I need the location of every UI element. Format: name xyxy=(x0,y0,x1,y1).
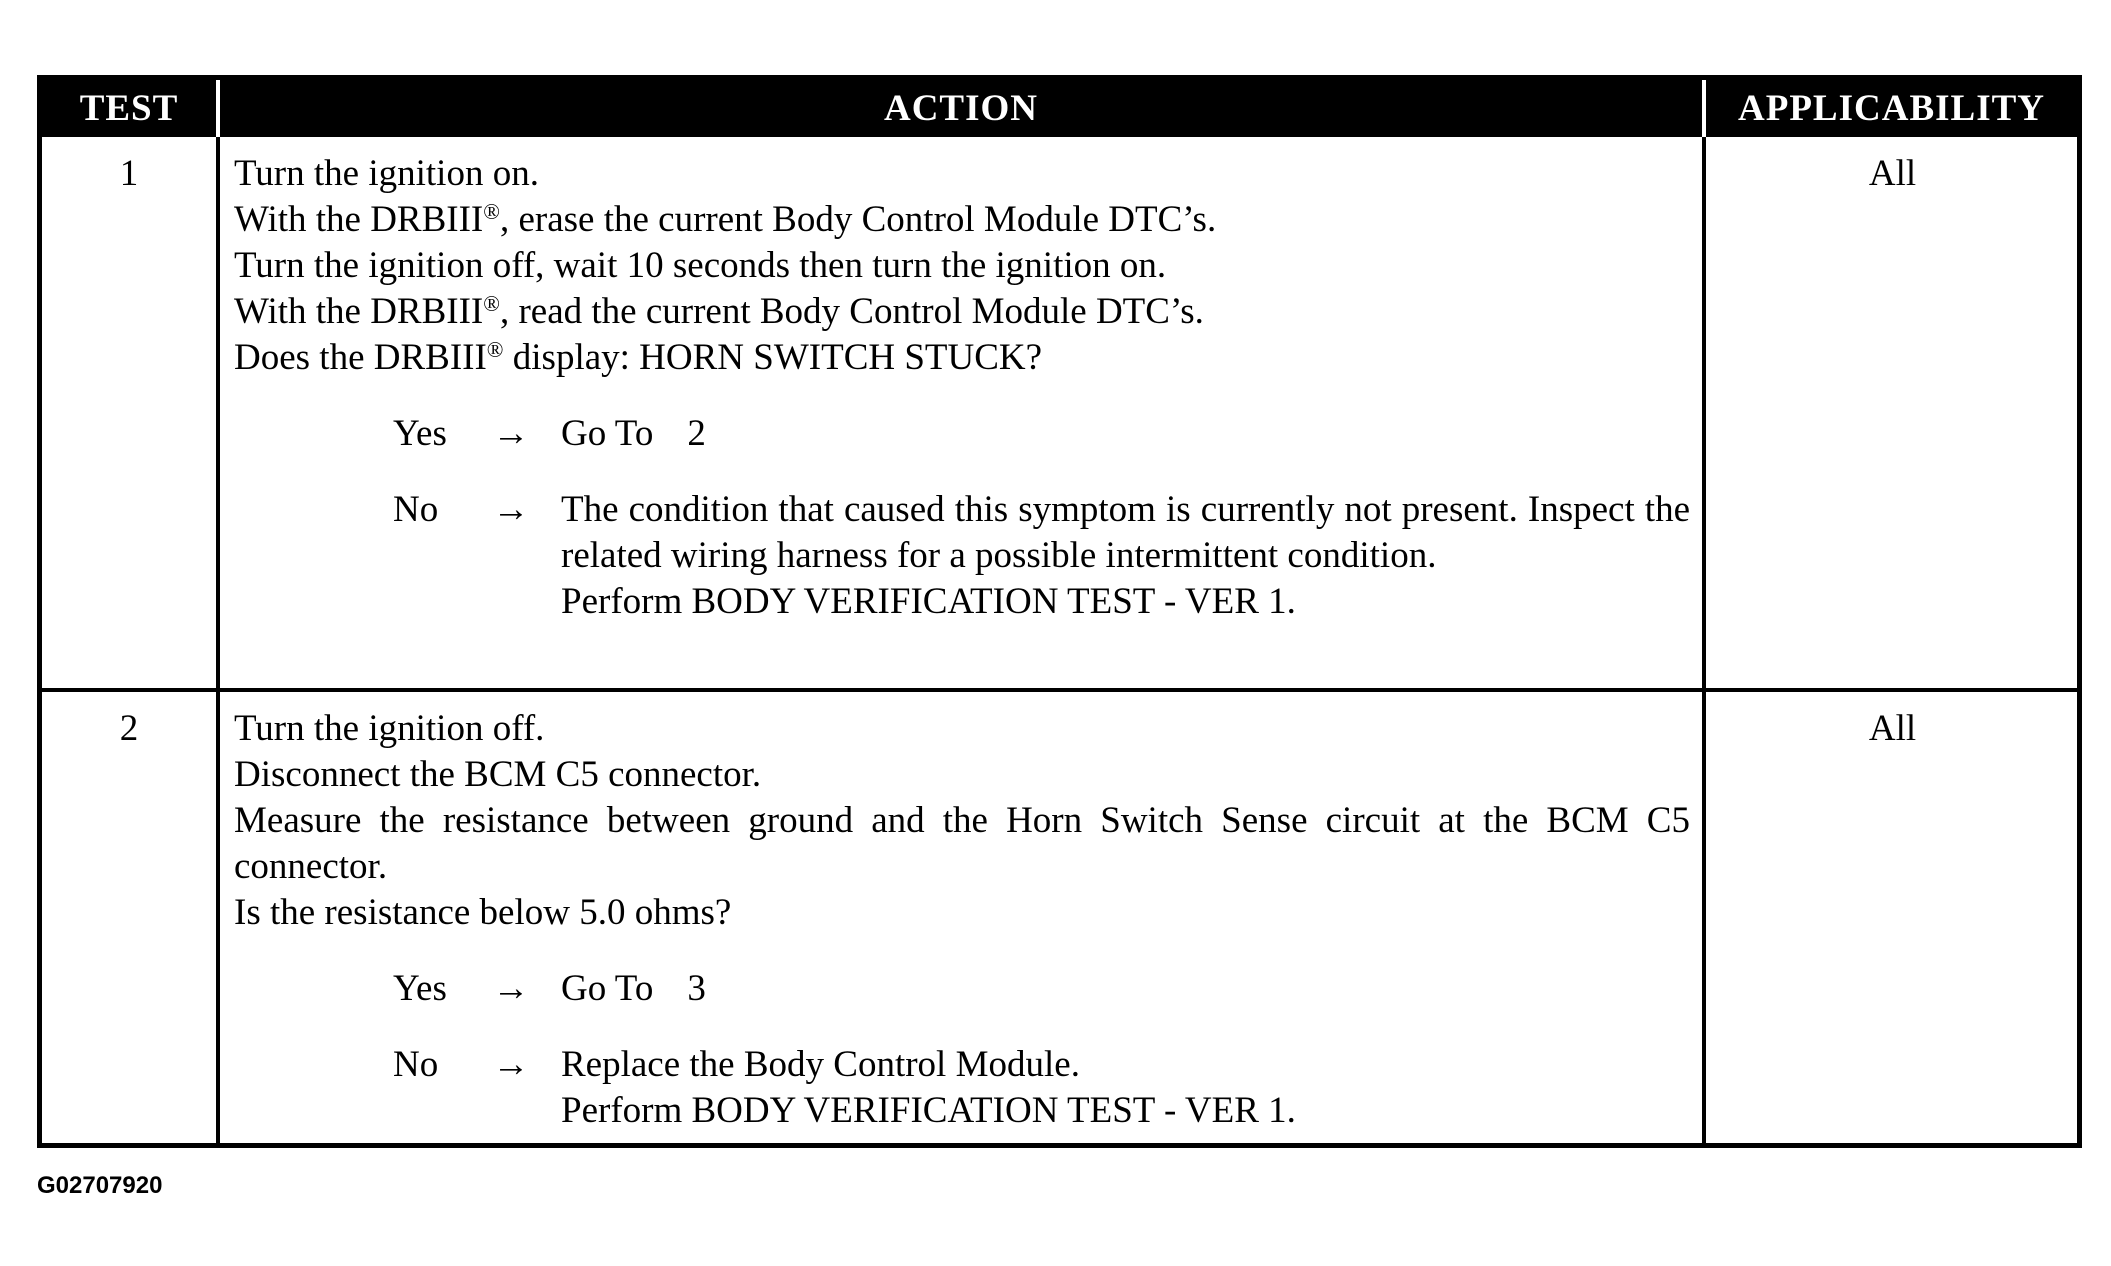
no-result xyxy=(561,487,1690,625)
header-test: TEST xyxy=(42,80,218,137)
applicability-value: All xyxy=(1704,137,2077,690)
answer-choices xyxy=(234,411,1690,625)
no-result-line: Perform BODY VERIFICATION TEST - VER 1. xyxy=(561,581,1296,622)
no-label: No xyxy=(393,1044,439,1085)
table-row xyxy=(42,137,2077,690)
action-step: Turn the ignition off, wait 10 seconds then turn the ignition on. xyxy=(234,245,1167,286)
goto-target: 3 xyxy=(687,968,706,1009)
no-choice xyxy=(393,1042,1690,1134)
action-step: Is the resistance below 5.0 ohms? xyxy=(234,892,732,933)
right-arrow-icon: → xyxy=(492,489,530,530)
action-step: Does the DRBIII® display: HORN SWITCH STUCK? xyxy=(234,337,1043,378)
right-arrow-icon: → xyxy=(492,1044,530,1085)
action-step: With the DRBIII®, read the current Body Control Module DTC’s. xyxy=(234,291,1204,332)
goto-target: 2 xyxy=(687,413,706,454)
right-arrow-icon: → xyxy=(492,413,530,454)
right-arrow-icon: → xyxy=(492,968,530,1009)
figure-code: G02707920 xyxy=(37,1172,163,1199)
action-step: Measure the resistance between ground and the Horn Switch Sense circuit at the BCM C5 connector. xyxy=(234,800,1690,887)
action-cell xyxy=(218,137,1704,690)
answer-choices xyxy=(234,966,1690,1134)
test-number: 1 xyxy=(119,153,139,194)
goto-text: Go To xyxy=(561,413,654,454)
yes-result xyxy=(561,966,1690,1012)
goto-text: Go To xyxy=(561,968,654,1009)
table-header-row xyxy=(42,80,2077,137)
no-label: No xyxy=(393,489,439,530)
action-step: With the DRBIII®, erase the current Body Control Module DTC’s. xyxy=(234,199,1217,240)
table-row xyxy=(42,690,2077,1144)
yes-result xyxy=(561,411,1690,457)
no-result xyxy=(561,1042,1690,1134)
yes-label: Yes xyxy=(393,413,447,454)
action-step: Turn the ignition off. xyxy=(234,708,545,749)
diagnostic-test-table xyxy=(37,75,2082,1148)
action-step: Turn the ignition on. xyxy=(234,153,539,194)
action-step: Disconnect the BCM C5 connector. xyxy=(234,754,762,795)
no-result-line: Replace the Body Control Module. xyxy=(561,1044,1080,1085)
test-table xyxy=(42,80,2077,1144)
header-action: ACTION xyxy=(218,80,1704,137)
no-result-line: The condition that caused this symptom is currently not present. Inspect the related wiring harness for a possible intermittent condition. xyxy=(561,489,1690,576)
test-number: 2 xyxy=(42,690,218,1144)
no-choice xyxy=(393,487,1690,625)
no-result-line: Perform BODY VERIFICATION TEST - VER 1. xyxy=(561,1090,1296,1131)
action-cell xyxy=(218,690,1704,1144)
yes-label: Yes xyxy=(393,968,447,1009)
applicability-value: All xyxy=(1704,690,2077,1144)
yes-choice xyxy=(393,411,1690,457)
yes-choice xyxy=(393,966,1690,1012)
header-applicability: APPLICABILITY xyxy=(1704,80,2077,137)
